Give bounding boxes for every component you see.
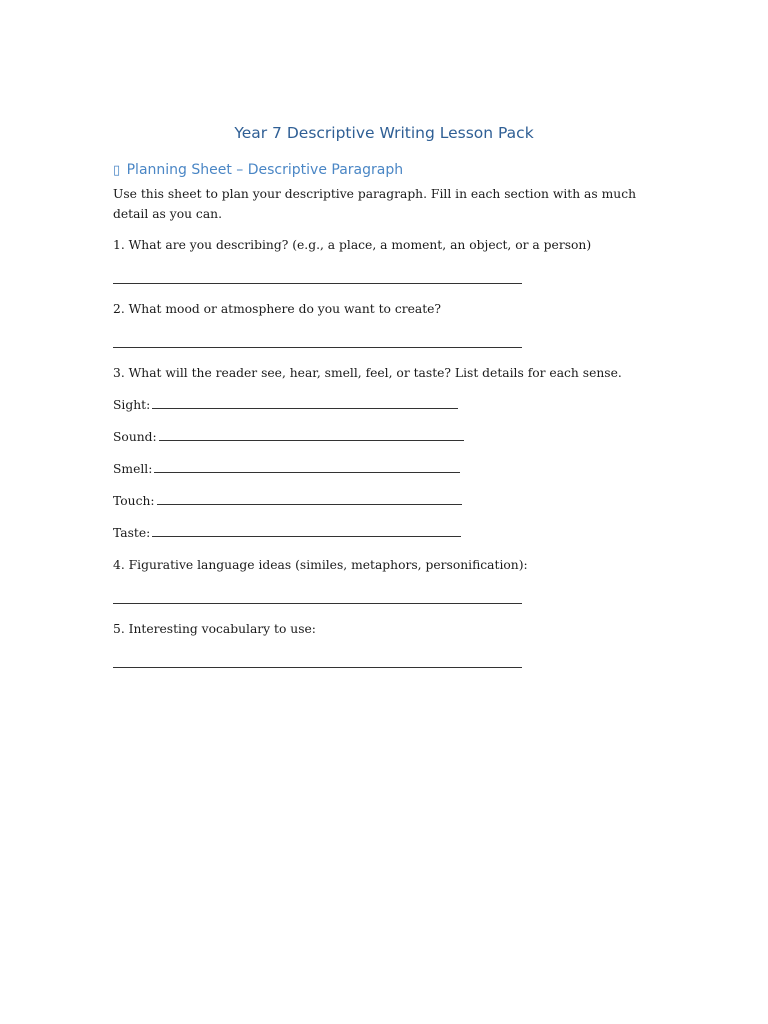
section-heading [113,162,403,178]
question-1: 1. What are you describing? (e.g., a place, a moment, an object, or a person) [113,238,592,252]
answer-line-1[interactable] [113,283,522,284]
sense-label-taste: Taste: [113,526,151,540]
answer-line-5[interactable] [113,667,522,668]
question-3: 3. What will the reader see, hear, smell, feel, or taste? List details for each sense. [113,366,622,380]
sense-field-taste[interactable] [152,526,461,537]
sense-label-smell: Smell: [113,462,153,476]
sense-row-taste [113,524,461,542]
question-2: 2. What mood or atmosphere do you want to create? [113,302,442,316]
intro-paragraph: Use this sheet to plan your descriptive paragraph. Fill in each section with as much detail as you can. [113,187,636,221]
sense-label-sight: Sight: [113,398,151,412]
missing-glyph-icon: ▯ [113,163,121,178]
answer-line-2[interactable] [113,347,522,348]
sense-row-sight [113,396,458,414]
question-5: 5. Interesting vocabulary to use: [113,622,316,636]
answer-line-4[interactable] [113,603,522,604]
sense-row-sound [113,428,464,446]
sense-label-sound: Sound: [113,430,157,444]
sense-field-sight[interactable] [152,398,458,409]
sense-field-touch[interactable] [157,494,462,505]
section-heading-text: Planning Sheet – Descriptive Paragraph [126,162,404,178]
document-title: Year 7 Descriptive Writing Lesson Pack [234,124,534,142]
sense-row-smell [113,460,460,478]
sense-row-touch [113,492,462,510]
sense-field-sound[interactable] [159,430,464,441]
sense-field-smell[interactable] [154,462,460,473]
sense-label-touch: Touch: [113,494,155,508]
question-4: 4. Figurative language ideas (similes, metaphors, personification): [113,558,528,572]
